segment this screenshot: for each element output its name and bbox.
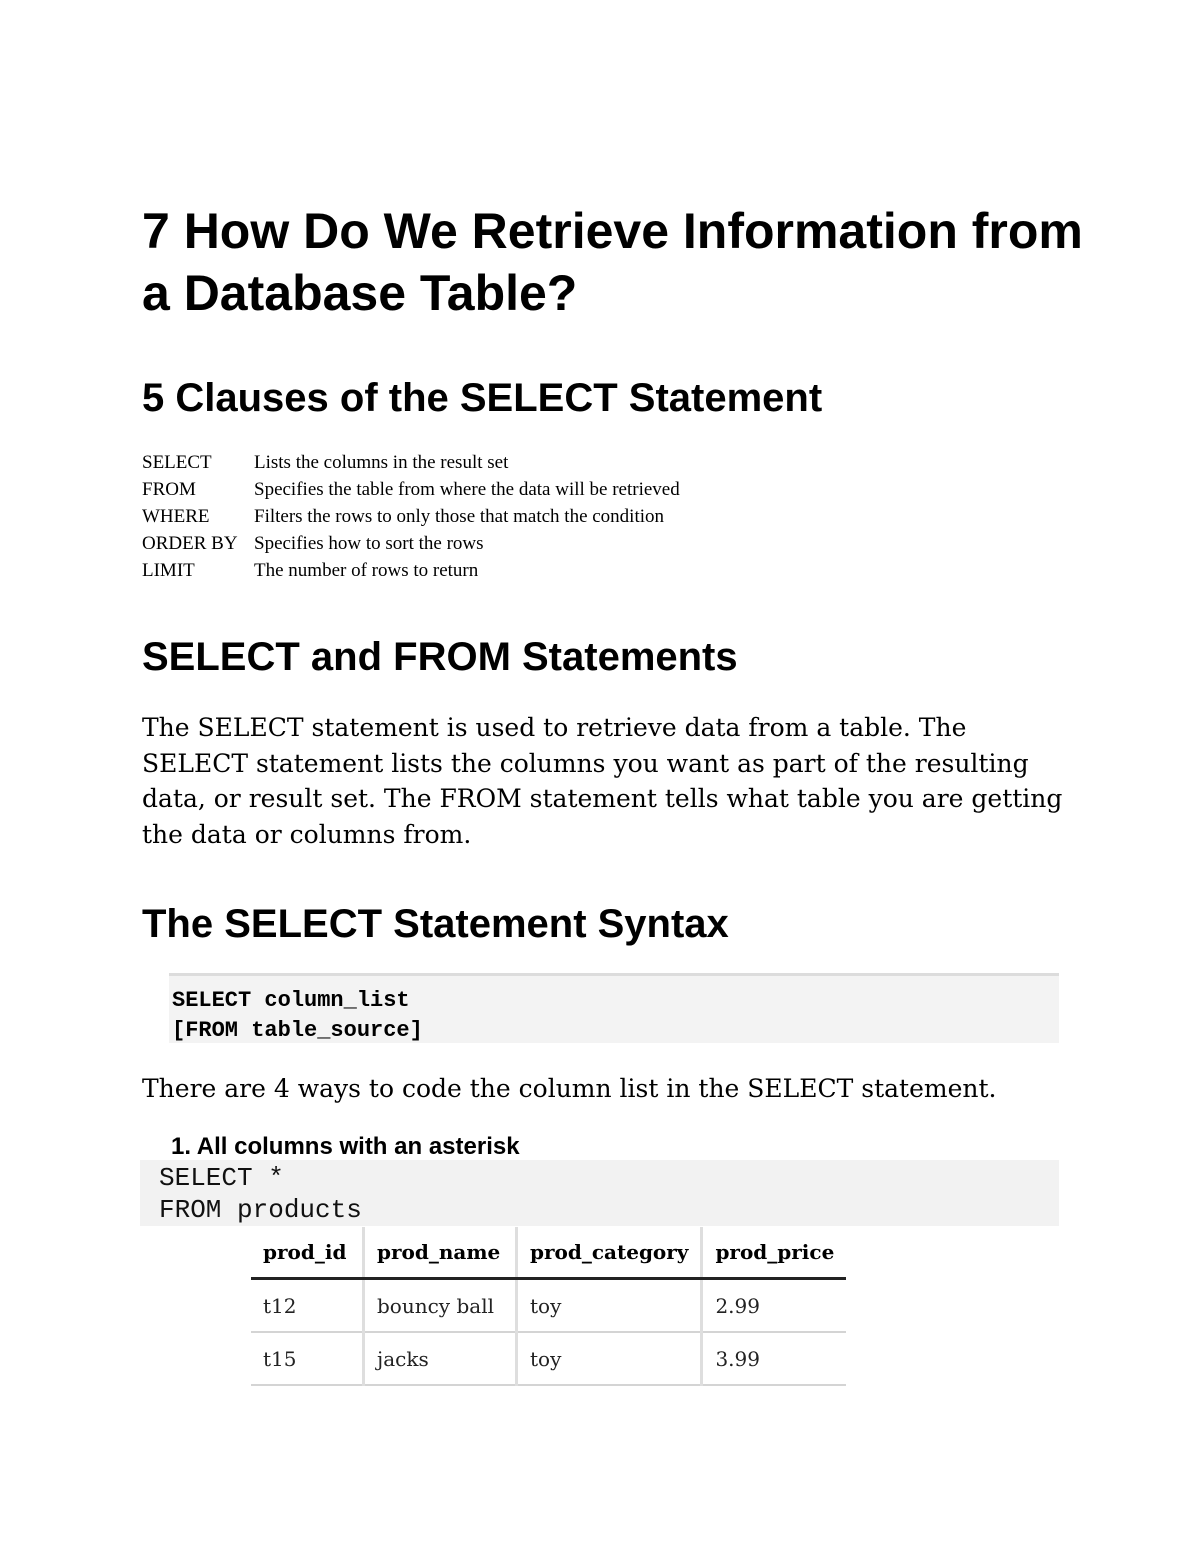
select-from-paragraph: The SELECT statement is used to retrieve data from a table. The SELECT statement lists the columns you want as part of the resulting data, or result set. The FROM statement tells what table you are getting the data or columns from. (142, 713, 1063, 849)
table-cell: 2.99 (702, 1279, 846, 1333)
column-list-paragraph: There are 4 ways to code the column list in the SELECT statement. (142, 1074, 997, 1103)
page-title: 7 How Do We Retrieve Information from a Database Table? (142, 203, 1083, 321)
list-item-heading: 1. All columns with an asterisk (171, 1133, 520, 1160)
table-row (251, 1332, 846, 1385)
clause-keyword: FROM (142, 479, 196, 500)
table-row (251, 1279, 846, 1333)
table-header-row (251, 1227, 846, 1279)
clause-row (142, 503, 680, 530)
table-cell: toy (517, 1332, 702, 1385)
clauses-list (142, 449, 680, 584)
clause-description: Specifies how to sort the rows (254, 533, 484, 554)
table-cell: t12 (251, 1279, 364, 1333)
code-line: SELECT column_list (172, 988, 410, 1013)
clause-description: Filters the rows to only those that match the condition (254, 506, 665, 527)
code-line: [FROM table_source] (172, 1018, 423, 1043)
clause-description: Lists the columns in the result set (254, 452, 509, 473)
result-table (251, 1227, 846, 1386)
column-header: prod_category (517, 1227, 702, 1279)
example-code-block (140, 1160, 1059, 1226)
table-cell: 3.99 (702, 1332, 846, 1385)
table-cell: bouncy ball (364, 1279, 517, 1333)
table-cell: toy (517, 1279, 702, 1333)
code-line: SELECT * (159, 1163, 284, 1193)
table-cell: jacks (364, 1332, 517, 1385)
clauses-heading: 5 Clauses of the SELECT Statement (142, 376, 823, 420)
clause-row (142, 449, 680, 476)
clause-keyword: SELECT (142, 452, 212, 473)
code-line: FROM products (159, 1195, 362, 1225)
column-header: prod_price (702, 1227, 846, 1279)
syntax-code-block (169, 973, 1059, 1043)
clause-keyword: ORDER BY (142, 533, 238, 554)
clause-description: Specifies the table from where the data will be retrieved (254, 479, 680, 500)
clause-row (142, 476, 680, 503)
clause-keyword: WHERE (142, 506, 210, 527)
column-header: prod_id (251, 1227, 364, 1279)
clause-row (142, 530, 680, 557)
table-cell: t15 (251, 1332, 364, 1385)
clause-keyword: LIMIT (142, 560, 195, 581)
clause-row (142, 557, 680, 584)
clause-description: The number of rows to return (254, 560, 479, 581)
syntax-heading: The SELECT Statement Syntax (142, 902, 729, 946)
column-header: prod_name (364, 1227, 517, 1279)
select-from-heading: SELECT and FROM Statements (142, 635, 738, 679)
